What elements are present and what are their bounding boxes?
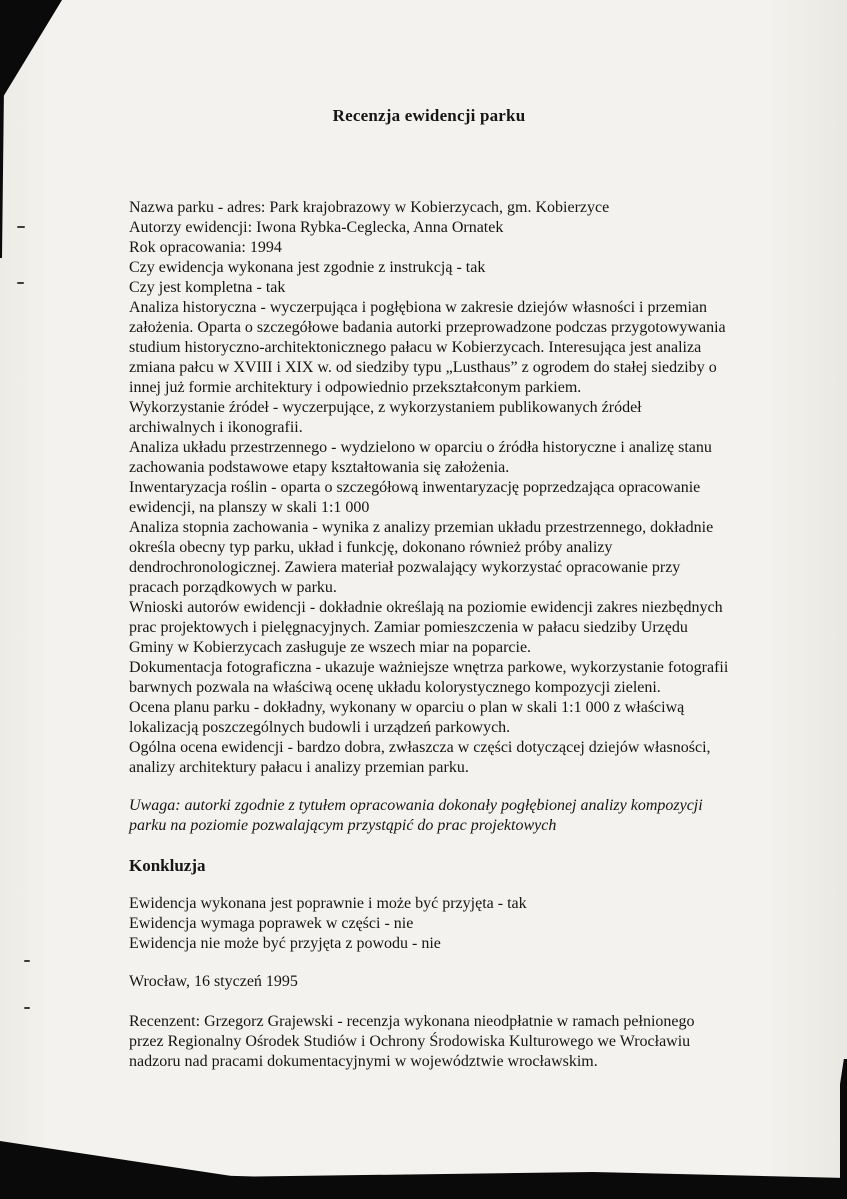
dateline: Wrocław, 16 styczeń 1995 xyxy=(129,973,298,990)
scan-margin-mark xyxy=(17,226,25,228)
paragraph-year: Rok opracowania: 1994 xyxy=(129,239,282,256)
scan-artifact-bottom-left xyxy=(0,1141,230,1199)
scan-margin-mark xyxy=(24,960,30,962)
scan-artifact-left-edge xyxy=(0,0,5,258)
note-paragraph: Uwaga: autorki zgodnie z tytułem opracowania dokonały pogłębionej analizy kompozycji parku na poziomie pozwalającym przystąpić do prac projektowych xyxy=(129,797,703,834)
paragraph-plant-inventory: Inwentaryzacja roślin - oparta o szczegółową inwentaryzację poprzedzająca opracowanie ewidencji, na planszy w skali 1:1 000 xyxy=(129,479,701,516)
scan-margin-mark xyxy=(17,282,24,284)
conclusion-heading: Konkluzja xyxy=(129,856,206,875)
paragraph-park-plan-assessment: Ocena planu parku - dokładny, wykonany w oparciu o plan w skali 1:1 000 z właściwą lokalizacją poszczególnych budowli i urządzeń parkowych. xyxy=(129,699,685,736)
document-body xyxy=(129,198,729,1072)
paragraph-overall-assessment: Ogólna ocena ewidencji - bardzo dobra, zwłaszcza w części dotyczącej dziejów własności, analizy architektury pałacu i analizy przemian parku. xyxy=(129,739,711,776)
paragraph-spatial-analysis: Analiza układu przestrzennego - wydzielono w oparciu o źródła historyczne i analizę stanu zachowania podstawowe etapy kształtowania się założenia. xyxy=(129,439,712,476)
scan-margin-mark xyxy=(24,1007,30,1009)
paragraph-author-conclusions: Wnioski autorów ewidencji - dokładnie określają na poziomie ewidencji zakres niezbędnych prac projektowych i pielęgnacyjnych. Zamiar pomieszczenia w pałacu siedziby Urzędu Gminy w Kobierzycach zasługuje ze wszech miar na poparcie. xyxy=(129,599,723,656)
paragraph-photo-documentation: Dokumentacja fotograficzna - ukazuje ważniejsze wnętrza parkowe, wykorzystanie fotografii barwnych pozwala na właściwą ocenę układu kolorystycznego kompozycji zieleni. xyxy=(129,659,729,696)
paragraph-historical-analysis: Analiza historyczna - wyczerpująca i pogłębiona w zakresie dziejów własności i przemian założenia. Oparta o szczegółowe badania autorki przeprowadzone podczas przygotowywania studium historyczno-architektonicznego pałacu w Kobierzycach. Interesująca jest analiza zmiana pałcu w XVIII i XIX w. od siedziby typu „Lusthaus” z ogrodem do stałej siedziby o innej już formie architektury i odpowiednio przekształconym parkiem. xyxy=(129,299,726,396)
document-title: Recenzja ewidencji parku xyxy=(332,106,526,125)
paragraph-instruction-check: Czy ewidencja wykonana jest zgodnie z instrukcją - tak xyxy=(129,259,486,276)
document-content xyxy=(129,0,729,1072)
paragraph-completeness-check: Czy jest kompletna - tak xyxy=(129,279,286,296)
conclusion-block xyxy=(129,894,729,954)
conclusion-line-accepted: Ewidencja wykonana jest poprawnie i może być przyjęta - tak xyxy=(129,895,527,912)
conclusion-line-corrections: Ewidencja wymaga poprawek w części - nie xyxy=(129,915,414,932)
scan-artifact-top-left-corner xyxy=(0,0,62,102)
reviewer-paragraph: Recenzent: Grzegorz Grajewski - recenzja wykonana nieodpłatnie w ramach pełnionego przez Regionalny Ośrodek Studiów i Ochrony Środowiska Kulturowego we Wrocławiu nadzoru nad pracami dokumentacyjnymi w województwie wrocławskim. xyxy=(129,1013,695,1070)
paragraph-name-address: Nazwa parku - adres: Park krajobrazowy w Kobierzycach, gm. Kobierzyce xyxy=(129,199,610,216)
paragraph-sources: Wykorzystanie źródeł - wyczerpujące, z wykorzystaniem publikowanych źródeł archiwalnych i ikonografii. xyxy=(129,399,642,436)
paragraph-preservation-analysis: Analiza stopnia zachowania - wynika z analizy przemian układu przestrzennego, dokładnie określa obecny typ parku, układ i funkcję, dokonano również próby analizy dendrochronologicznej. Zawiera materiał pozwalający wykorzystać opracowanie przy pracach porządkowych w parku. xyxy=(129,519,714,596)
scan-artifact-right-edge xyxy=(840,1059,847,1199)
paragraph-authors: Autorzy ewidencji: Iwona Rybka-Ceglecka, Anna Ornatek xyxy=(129,219,504,236)
conclusion-line-rejected: Ewidencja nie może być przyjęta z powodu - nie xyxy=(129,935,441,952)
